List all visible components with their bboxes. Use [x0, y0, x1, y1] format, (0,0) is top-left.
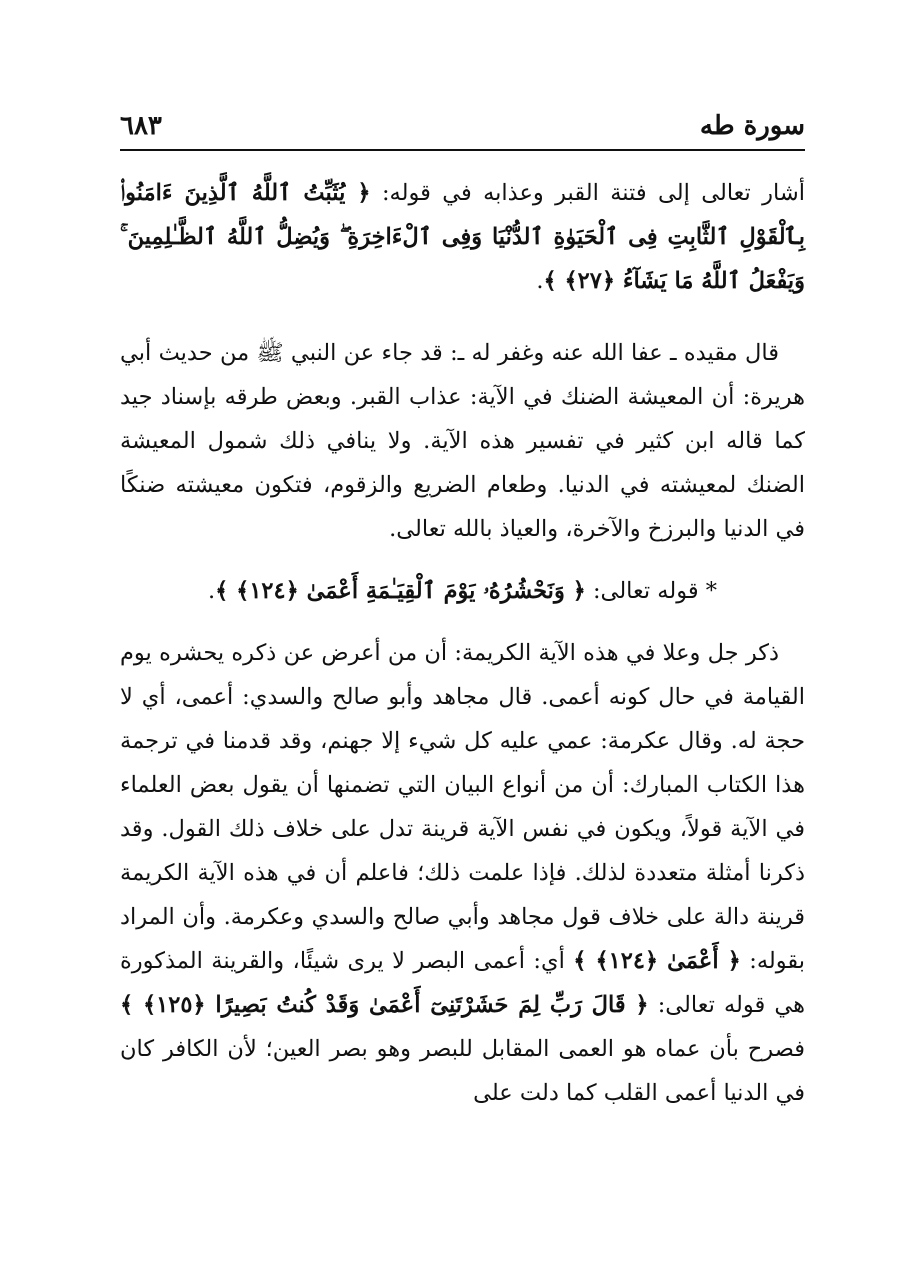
intro-text: أشار تعالى إلى فتنة القبر وعذابه في قوله: [370, 180, 805, 206]
quran-verse-125: ﴿ قَالَ رَبِّ لِمَ حَشَرْتَنِىٓ أَعْمَىٰ وَقَدْ كُنتُ بَصِيرًا ﴿١٢٥﴾ ﴾ [120, 992, 649, 1018]
discussion-part-3: فصرح بأن عماه هو العمى المقابل للبصر وهو بصر العين؛ لأن الكافر كان في الدنيا أعمى القلب كما دلت على [120, 1036, 805, 1106]
page-header [120, 105, 805, 151]
intro-end: . [536, 268, 544, 294]
ayah-heading-prefix: * قوله تعالى: [585, 578, 717, 604]
book-page [120, 105, 805, 1115]
ayah-heading-suffix: . [207, 578, 216, 604]
intro-paragraph [120, 171, 805, 303]
surah-title: سورة طه [699, 111, 805, 141]
discussion-part-1: ذكر جل وعلا في هذه الآية الكريمة: أن من أعرض عن ذكره يحشره يوم القيامة في حال كونه أعمى. قال مجاهد وأبو صالح والسدي: أعمى، أي لا حجة له. وقال عكرمة: عمي عليه كل شيء إلا جهنم، وقد قدمنا في ترجمة هذا الكتاب المبارك: أن من أنواع البيان التي تضمنها أن يقول بعض العلماء في الآية قولاً، ويكون في نفس الآية قرينة تدل على خلاف ذلك القول. وقد ذكرنا أمثلة متعددة لذلك. فإذا علمت ذلك؛ فاعلم أن في هذه الآية الكريمة قرينة دالة على خلاف قول مجاهد وأبي صالح والسدي وعكرمة. وأن المراد بقوله: [120, 640, 806, 974]
discussion-paragraph [120, 631, 805, 1115]
ayah-heading [120, 569, 805, 613]
quran-word-aama: ﴿ أَعْمَىٰ ﴿١٢٤﴾ ﴾ [573, 948, 741, 974]
page-number: ٦٨٣ [120, 111, 162, 141]
page-content [120, 171, 805, 1115]
commentary-paragraph: قال مقيده ـ عفا الله عنه وغفر له ـ: قد جاء عن النبي ﷺ من حديث أبي هريرة: أن المعيشة الضنك في الآية: عذاب القبر. وبعض طرقه بإسناد جيد كما قاله ابن كثير في تفسير هذه الآية. ولا ينافي ذلك شمول المعيشة الضنك لمعيشته في الدنيا. وطعام الضريع والزقوم، فتكون معيشته ضنكًا في الدنيا والبرزخ والآخرة، والعياذ بالله تعالى. [120, 340, 805, 542]
quran-verse-27: ﴿ يُثَبِّتُ ٱللَّهُ ٱلَّذِينَ ءَامَنُوا۟ بِٱلْقَوْلِ ٱلثَّابِتِ فِى ٱلْحَيَوٰةِ ٱلدُّنْيَا وَفِى ٱلْءَاخِرَةِ ۖ وَيُضِلُّ ٱللَّهُ ٱلظَّـٰلِمِينَ ۚ وَيَفْعَلُ ٱللَّهُ مَا يَشَآءُ ﴿٢٧﴾ ﴾ [120, 180, 805, 294]
quran-verse-124: ﴿ وَنَحْشُرُهُۥ يَوْمَ ٱلْقِيَـٰمَةِ أَعْمَىٰ ﴿١٢٤﴾ ﴾ [215, 578, 586, 604]
discussion-part-2: أي: أعمى البصر لا يرى شيئًا، والقرينة المذكورة هي قوله تعالى: [120, 948, 805, 1018]
